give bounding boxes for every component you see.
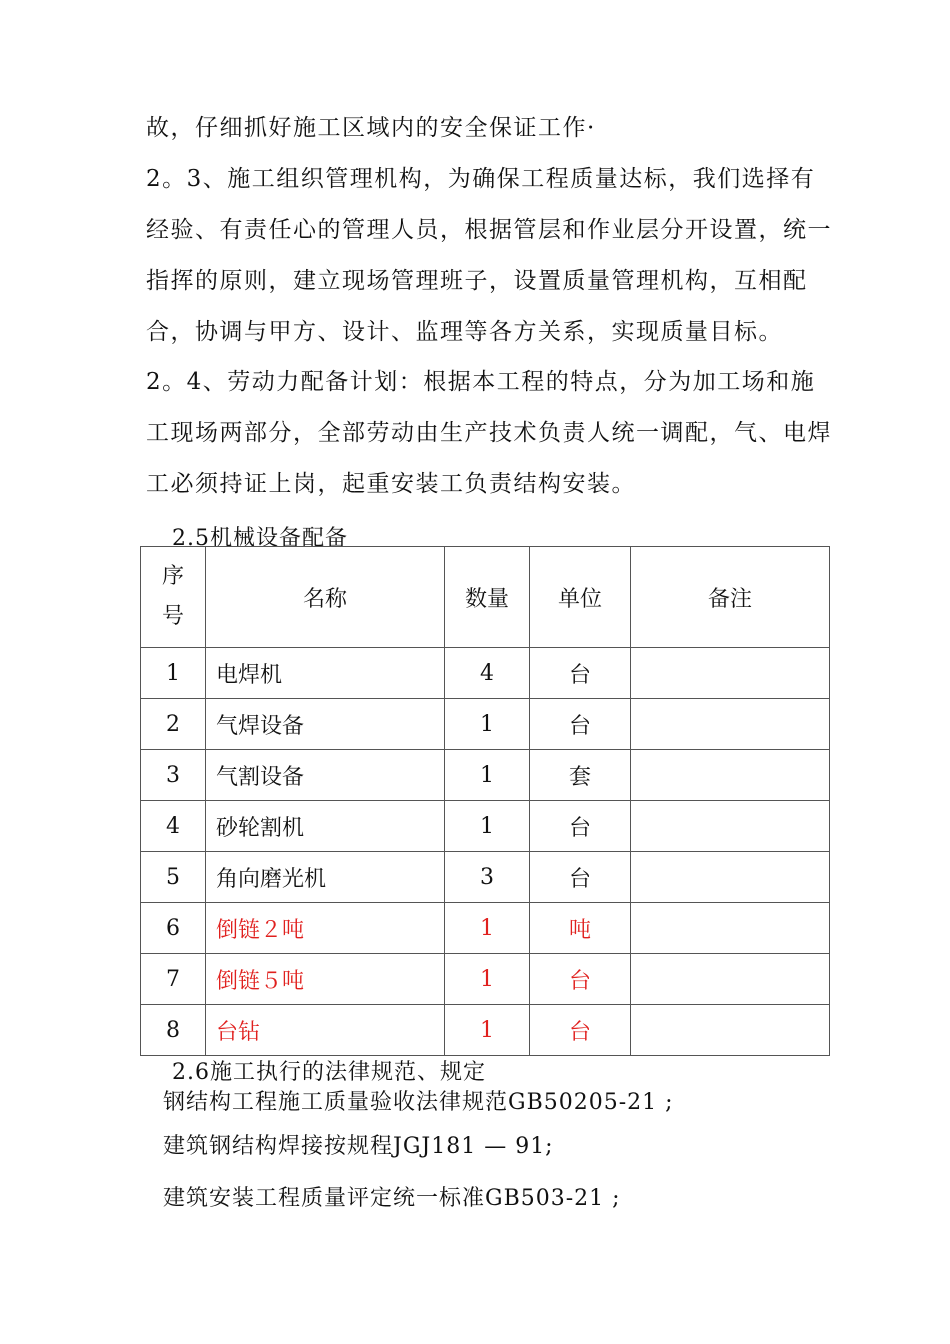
cell-note xyxy=(631,699,830,750)
cell-qty-text: 1 xyxy=(480,915,494,941)
cell-unit xyxy=(530,1005,631,1056)
cell-name-text: 倒链５吨 xyxy=(216,968,305,994)
cell-note xyxy=(631,852,830,903)
cell-qty-text: 1 xyxy=(480,966,494,992)
cell-qty-text: 1 xyxy=(480,711,494,737)
cell-name xyxy=(206,750,445,801)
cell-name xyxy=(206,852,445,903)
cell-qty-text: 1 xyxy=(480,1017,494,1043)
paragraph-line: 经验、有责任心的管理人员，根据管层和作业层分开设置，统一 xyxy=(146,217,832,243)
cell-qty-text: 3 xyxy=(480,864,494,890)
cell-unit xyxy=(530,750,631,801)
cell-unit-text: 吨 xyxy=(568,917,591,943)
cell-qty xyxy=(445,750,530,801)
cell-no xyxy=(141,1005,206,1056)
header-no xyxy=(141,547,206,648)
table-row xyxy=(141,852,830,903)
cell-unit xyxy=(530,648,631,699)
table-body xyxy=(141,648,830,1056)
cell-qty xyxy=(445,699,530,750)
cell-name-text: 气割设备 xyxy=(216,764,305,790)
cell-no xyxy=(141,801,206,852)
header-unit: 单位 xyxy=(530,547,631,648)
table-row xyxy=(141,954,830,1005)
cell-name-text: 台钻 xyxy=(216,1019,261,1045)
cell-unit-text: 台 xyxy=(568,815,591,841)
cell-no-text: 8 xyxy=(166,1017,180,1043)
cell-name-text: 砂轮割机 xyxy=(216,815,305,841)
standard-item: 建筑安装工程质量评定统一标准GB503-21 ; xyxy=(163,1186,621,1211)
paragraph-line: 工必须持证上岗，起重安装工负责结构安装。 xyxy=(146,471,636,497)
cell-qty-text: 1 xyxy=(480,813,494,839)
paragraph-line: 2。3、施工组织管理机构，为确保工程质量达标，我们选择有 xyxy=(146,166,816,192)
header-no-line2: 号 xyxy=(161,604,184,629)
cell-unit-text: 台 xyxy=(568,1019,591,1045)
cell-no-text: 2 xyxy=(166,711,180,737)
cell-unit xyxy=(530,699,631,750)
cell-no xyxy=(141,903,206,954)
paragraph-line: 指挥的原则，建立现场管理班子，设置质量管理机构，互相配 xyxy=(146,268,808,294)
cell-qty xyxy=(445,852,530,903)
paragraph-safety xyxy=(146,103,826,154)
cell-name xyxy=(206,648,445,699)
cell-qty-text: 1 xyxy=(480,762,494,788)
cell-unit xyxy=(530,801,631,852)
cell-no xyxy=(141,750,206,801)
paragraph-line: 工现场两部分，全部劳动由生产技术负责人统一调配，气、电焊 xyxy=(146,420,832,446)
table-row xyxy=(141,903,830,954)
cell-no xyxy=(141,648,206,699)
cell-no-text: 3 xyxy=(166,762,180,788)
cell-no xyxy=(141,852,206,903)
cell-qty xyxy=(445,1005,530,1056)
paragraph-line: 合，协调与甲方、设计、监理等各方关系，实现质量目标。 xyxy=(146,319,783,345)
paragraph-line: 2。4、劳动力配备计划：根据本工程的特点，分为加工场和施 xyxy=(146,369,816,395)
cell-note xyxy=(631,903,830,954)
cell-unit-text: 台 xyxy=(568,968,591,994)
cell-no xyxy=(141,699,206,750)
table-row xyxy=(141,750,830,801)
paragraph-labor xyxy=(146,357,832,510)
cell-name xyxy=(206,699,445,750)
cell-unit xyxy=(530,903,631,954)
cell-name xyxy=(206,1005,445,1056)
cell-qty-text: 4 xyxy=(480,660,494,686)
cell-no-text: 5 xyxy=(166,864,180,890)
cell-no-text: 7 xyxy=(166,966,180,992)
equipment-table xyxy=(140,546,830,1056)
cell-name-text: 倒链２吨 xyxy=(216,917,305,943)
cell-qty xyxy=(445,954,530,1005)
cell-name xyxy=(206,903,445,954)
cell-no-text: 1 xyxy=(166,660,180,686)
cell-name xyxy=(206,801,445,852)
header-no-line1: 序 xyxy=(161,564,184,589)
cell-qty xyxy=(445,648,530,699)
cell-no-text: 6 xyxy=(166,915,180,941)
header-note: 备注 xyxy=(631,547,830,648)
cell-name xyxy=(206,954,445,1005)
table-header-row xyxy=(141,547,830,648)
paragraph-organization xyxy=(146,154,832,358)
header-qty: 数量 xyxy=(445,547,530,648)
standard-item: 钢结构工程施工质量验收法律规范GB50205-21 ; xyxy=(163,1090,674,1115)
cell-note xyxy=(631,801,830,852)
header-name: 名称 xyxy=(206,547,445,648)
table-row xyxy=(141,801,830,852)
cell-name-text: 角向磨光机 xyxy=(216,866,327,892)
cell-unit xyxy=(530,954,631,1005)
cell-unit-text: 套 xyxy=(568,764,591,790)
cell-name-text: 电焊机 xyxy=(216,662,283,688)
paragraph-line: 故，仔细抓好施工区域内的安全保证工作· xyxy=(146,115,596,141)
standard-item: 建筑钢结构焊接按规程JGJ181 — 91; xyxy=(163,1134,554,1159)
table-row xyxy=(141,1005,830,1056)
cell-no xyxy=(141,954,206,1005)
cell-note xyxy=(631,1005,830,1056)
table-row xyxy=(141,699,830,750)
cell-no-text: 4 xyxy=(166,813,180,839)
table-row xyxy=(141,648,830,699)
cell-unit-text: 台 xyxy=(568,662,591,688)
section-heading-equipment: 2.5机械设备配备 xyxy=(172,526,348,551)
cell-note xyxy=(631,954,830,1005)
cell-qty xyxy=(445,801,530,852)
cell-qty xyxy=(445,903,530,954)
cell-note xyxy=(631,750,830,801)
cell-name-text: 气焊设备 xyxy=(216,713,305,739)
cell-unit xyxy=(530,852,631,903)
cell-unit-text: 台 xyxy=(568,713,591,739)
cell-note xyxy=(631,648,830,699)
section-heading-standards: 2.6施工执行的法律规范、规定 xyxy=(172,1060,486,1085)
cell-unit-text: 台 xyxy=(568,866,591,892)
